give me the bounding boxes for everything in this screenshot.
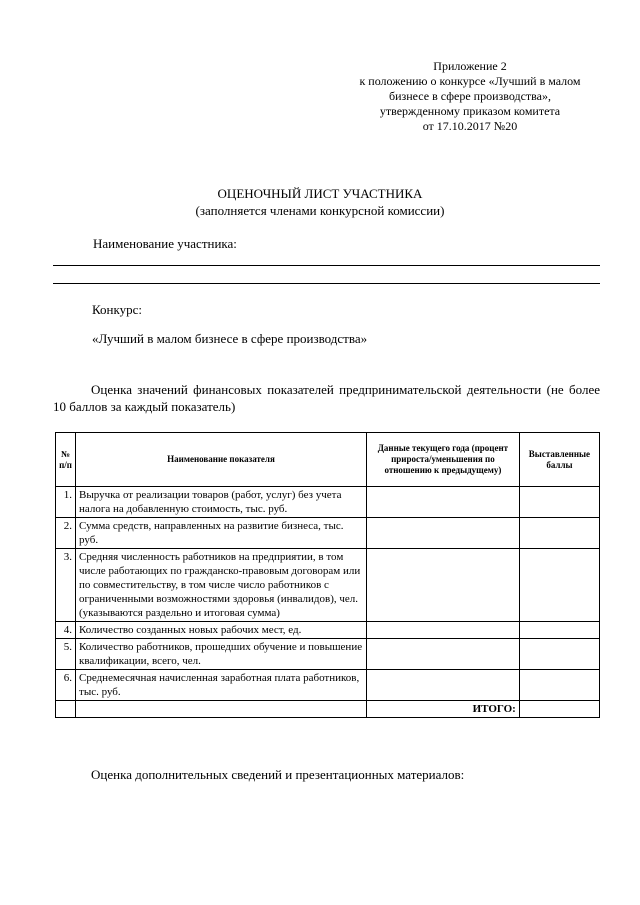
row-data-cell[interactable] xyxy=(366,622,519,639)
row-indicator: Количество работников, прошедших обучение и повышение квалификации, всего, чел. xyxy=(76,639,367,670)
row-score-cell[interactable] xyxy=(519,549,599,622)
table-row xyxy=(56,549,600,622)
table-row xyxy=(56,670,600,701)
contest-label: Конкурс: xyxy=(92,302,142,317)
table-header-row xyxy=(56,433,600,487)
row-data-cell[interactable] xyxy=(366,549,519,622)
row-data-cell[interactable] xyxy=(366,487,519,518)
total-spacer xyxy=(56,701,76,718)
header-score: Выставленные баллы xyxy=(519,433,599,487)
appendix-line: от 17.10.2017 №20 xyxy=(422,119,518,133)
additional-materials-heading: Оценка дополнительных сведений и презентационных материалов: xyxy=(91,767,465,782)
appendix-note xyxy=(340,59,600,134)
participant-name-line-1[interactable] xyxy=(53,265,600,266)
header-num: № п/п xyxy=(56,433,76,487)
row-data-cell[interactable] xyxy=(366,518,519,549)
row-score-cell[interactable] xyxy=(519,622,599,639)
table-total-row xyxy=(56,701,600,718)
document-title xyxy=(0,185,640,219)
row-score-cell[interactable] xyxy=(519,518,599,549)
row-num: 2. xyxy=(56,518,76,549)
evaluation-instructions: Оценка значений финансовых показателей предпринимательской деятельности (не более 10 баллов за каждый показатель) xyxy=(53,382,600,414)
row-num: 6. xyxy=(56,670,76,701)
criteria-table xyxy=(55,432,600,718)
appendix-line: Приложение 2 xyxy=(433,59,507,73)
row-num: 5. xyxy=(56,639,76,670)
row-data-cell[interactable] xyxy=(366,670,519,701)
row-score-cell[interactable] xyxy=(519,670,599,701)
header-name: Наименование показателя xyxy=(76,433,367,487)
appendix-line: утвержденному приказом комитета xyxy=(379,104,561,118)
total-spacer xyxy=(76,701,367,718)
row-score-cell[interactable] xyxy=(519,639,599,670)
participant-name-label: Наименование участника: xyxy=(93,236,237,251)
row-num: 3. xyxy=(56,549,76,622)
header-data: Данные текущего года (процент прироста/уменьшения по отношению к предыдущему) xyxy=(366,433,519,487)
row-score-cell[interactable] xyxy=(519,487,599,518)
row-indicator: Среднемесячная начисленная заработная плата работников, тыс. руб. xyxy=(76,670,367,701)
appendix-line: к положению о конкурсе «Лучший в малом xyxy=(359,74,581,88)
table-row xyxy=(56,518,600,549)
title-subtitle: (заполняется членами конкурсной комиссии) xyxy=(195,203,445,218)
appendix-line: бизнесе в сфере производства», xyxy=(388,89,551,103)
row-num: 4. xyxy=(56,622,76,639)
row-indicator: Средняя численность работников на предприятии, в том числе работающих по гражданско-правовым договорам или по совместительству, в том числе число работников с ограниченными возможностями здоровья (инвалидов), чел. (указываются раздельно и итоговая сумма) xyxy=(76,549,367,622)
participant-name-line-2[interactable] xyxy=(53,283,600,284)
total-label: ИТОГО: xyxy=(366,701,519,718)
title-main: ОЦЕНОЧНЫЙ ЛИСТ УЧАСТНИКА xyxy=(217,186,423,201)
row-num: 1. xyxy=(56,487,76,518)
total-score-cell[interactable] xyxy=(519,701,599,718)
table-row xyxy=(56,639,600,670)
contest-name: «Лучший в малом бизнесе в сфере производства» xyxy=(92,331,368,346)
table-row xyxy=(56,622,600,639)
row-indicator: Количество созданных новых рабочих мест, ед. xyxy=(76,622,367,639)
row-data-cell[interactable] xyxy=(366,639,519,670)
table-row xyxy=(56,487,600,518)
row-indicator: Сумма средств, направленных на развитие бизнеса, тыс. руб. xyxy=(76,518,367,549)
row-indicator: Выручка от реализации товаров (работ, услуг) без учета налога на добавленную стоимость, тыс. руб. xyxy=(76,487,367,518)
